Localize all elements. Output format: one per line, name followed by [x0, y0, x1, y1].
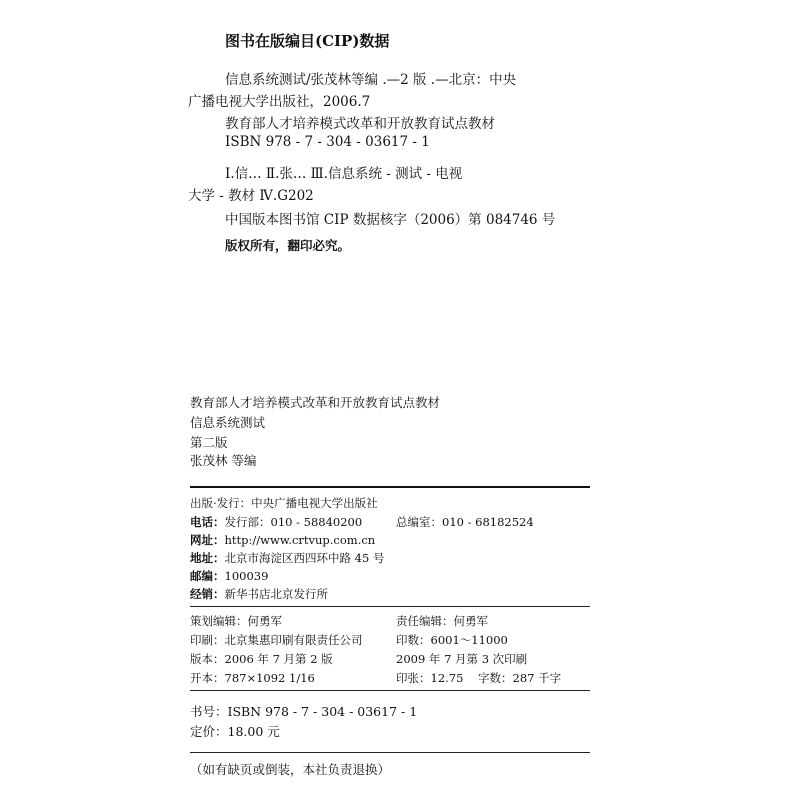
format-info: 开本：787×1092 1/16: [190, 671, 315, 685]
phone-editor: 总编室：010 - 68182524: [396, 515, 534, 529]
phone-label: 电话：: [190, 515, 225, 529]
book-author: 张茂林 等编: [190, 453, 257, 468]
book-edition: 第二版: [190, 435, 228, 450]
price-line: 定价：18.00 元: [190, 724, 280, 739]
printer: 印刷：北京集惠印刷有限责任公司: [190, 633, 363, 647]
distributor-label: 经销：: [190, 587, 225, 601]
divider: [190, 486, 590, 488]
distributor-value: 新华书店北京发行所: [224, 587, 328, 601]
responsible-editor: 责任编辑：何勇军: [396, 614, 488, 628]
cip-line-7: 中国版本图书馆 CIP 数据核字（2006）第 084746 号: [225, 212, 556, 228]
cip-title: 图书在版编目(CIP)数据: [225, 32, 390, 50]
web-row: [190, 532, 375, 548]
print-count: 印数：6001～11000: [396, 633, 508, 647]
phone-row: [190, 514, 362, 530]
word-count: 字数：287 千字: [478, 671, 562, 685]
address-value: 北京市海淀区西四环中路 45 号: [224, 551, 385, 565]
divider: [190, 752, 590, 753]
planning-editor: 策划编辑：何勇军: [190, 614, 282, 628]
divider: [190, 606, 590, 607]
sheets-info: 印张：12.75: [396, 671, 464, 685]
cip-line-1: 信息系统测试/张茂林等编 .—2 版 .—北京：中央: [225, 72, 517, 88]
web-label: 网址：: [190, 533, 225, 547]
cip-line-2: 广播电视大学出版社，2006.7: [188, 94, 371, 110]
book-title: 信息系统测试: [190, 415, 266, 430]
copyright-notice: 版权所有，翻印必究。: [225, 238, 351, 253]
cip-line-3: 教育部人才培养模式改革和开放教育试点教材: [225, 116, 495, 132]
address-row: [190, 550, 384, 566]
zip-label: 邮编：: [190, 569, 225, 583]
isbn-line: 书号：ISBN 978 - 7 - 304 - 03617 - 1: [190, 704, 418, 719]
phone-sales: 发行部：010 - 58840200: [224, 515, 363, 529]
series-title: 教育部人才培养模式改革和开放教育试点教材: [190, 395, 441, 410]
return-notice: （如有缺页或倒装，本社负责退换）: [190, 762, 391, 777]
divider: [190, 690, 590, 691]
cip-line-5: Ⅰ.信… Ⅱ.张… Ⅲ.信息系统 - 测试 - 电视: [225, 166, 463, 182]
cip-isbn: ISBN 978 - 7 - 304 - 03617 - 1: [225, 134, 430, 150]
cip-line-6: 大学 - 教材 Ⅳ.G202: [188, 188, 314, 204]
distributor-row: [190, 586, 328, 602]
edition-info: 版本：2006 年 7 月第 2 版: [190, 652, 333, 666]
zip-value: 100039: [224, 569, 269, 583]
web-url: http://www.crtvup.com.cn: [224, 533, 376, 547]
address-label: 地址：: [190, 551, 225, 565]
zip-row: [190, 568, 268, 584]
publisher-line: 出版·发行：中央广播电视大学出版社: [190, 496, 378, 510]
print-date: 2009 年 7 月第 3 次印刷: [396, 652, 528, 666]
